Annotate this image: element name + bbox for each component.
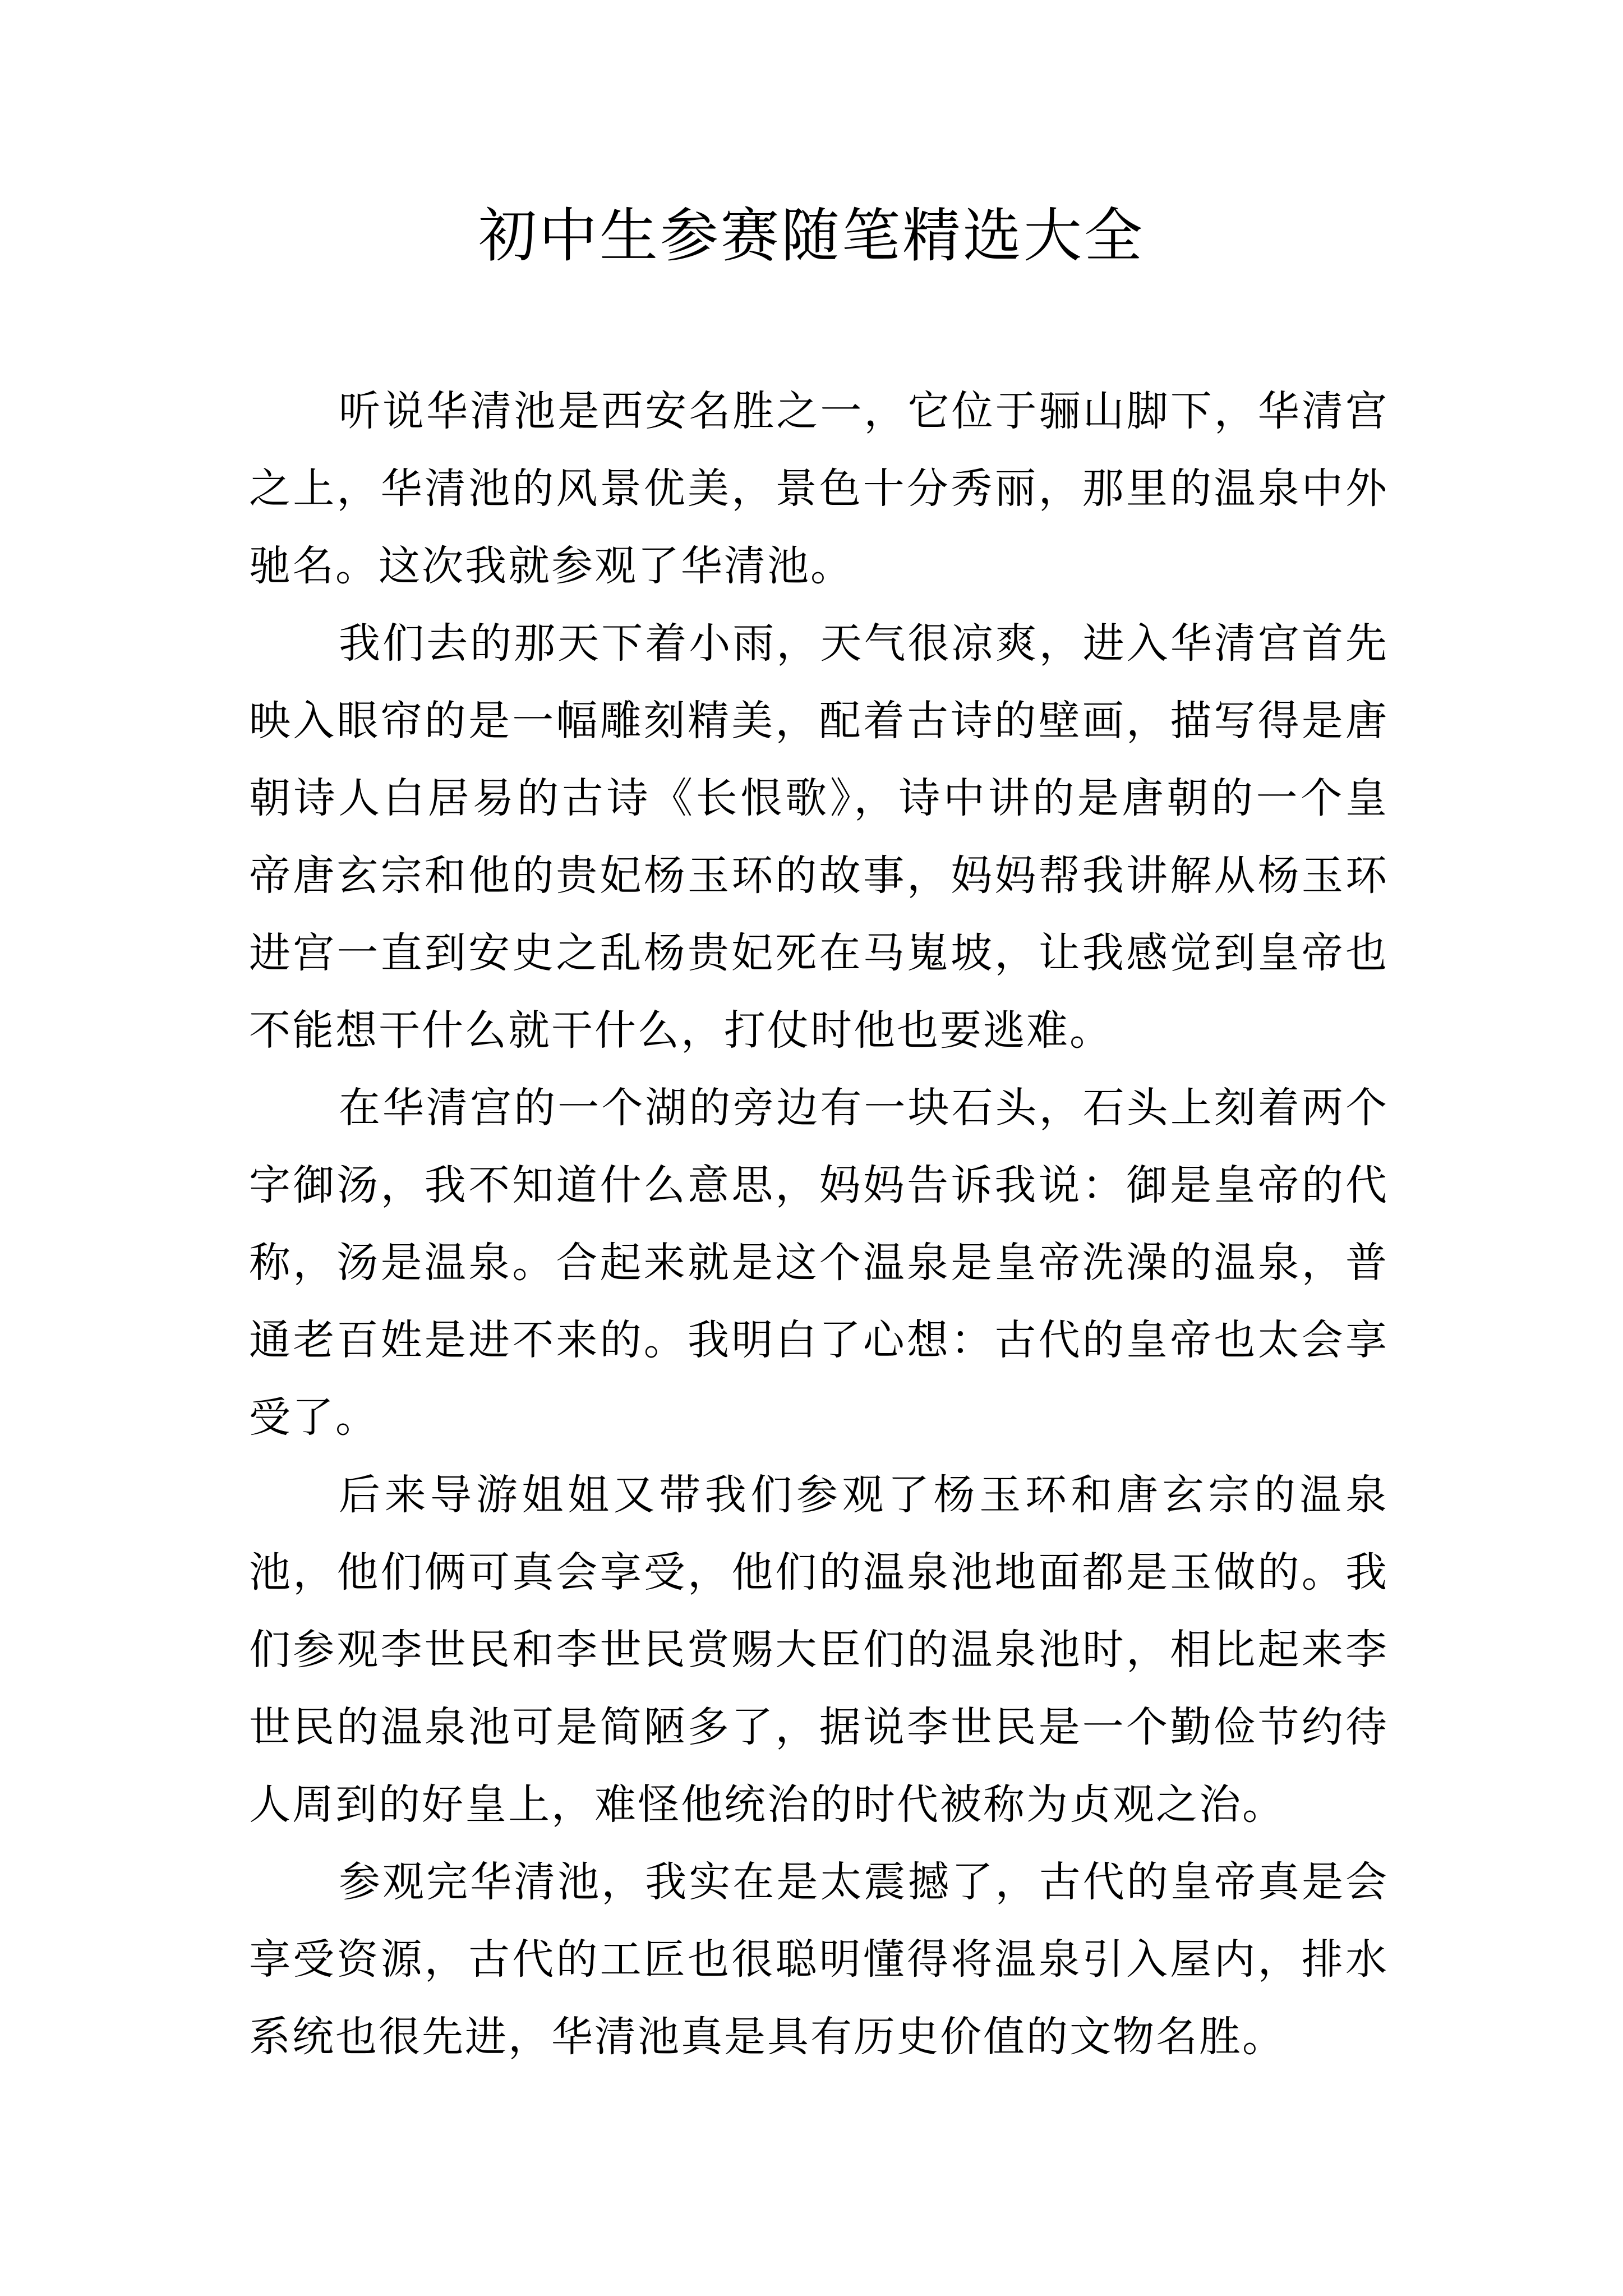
document-body (249, 372, 1389, 2076)
paragraph-2: 我们去的那天下着小雨，天气很凉爽，进入华清宫首先映入眼帘的是一幅雕刻精美，配着古诗的壁画，描写得是唐朝诗人白居易的古诗《长恨歌》，诗中讲的是唐朝的一个皇帝唐玄宗和他的贵妃杨玉环的故事，妈妈帮我讲解从杨玉环进宫一直到安史之乱杨贵妃死在马嵬坡，让我感觉到皇帝也不能想干什么就干什么，打仗时他也要逃难。 (249, 619, 1389, 1055)
paragraph-3: 在华清宫的一个湖的旁边有一块石头，石头上刻着两个字御汤，我不知道什么意思，妈妈告诉我说：御是皇帝的代称，汤是温泉。合起来就是这个温泉是皇帝洗澡的温泉，普通老百姓是进不来的。我明白了心想：古代的皇帝也太会享受了。 (249, 1084, 1389, 1442)
paragraph-5: 参观完华清池，我实在是太震撼了，古代的皇帝真是会享受资源，古代的工匠也很聪明懂得将温泉引入屋内，排水系统也很先进，华清池真是具有历史价值的文物名胜。 (249, 1858, 1389, 2061)
paragraph-4: 后来导游姐姐又带我们参观了杨玉环和唐玄宗的温泉池，他们俩可真会享受，他们的温泉池地面都是玉做的。我们参观李世民和李世民赏赐大臣们的温泉池时，相比起来李世民的温泉池可是简陋多了，据说李世民是一个勤俭节约待人周到的好皇上，难怪他统治的时代被称为贞观之治。 (249, 1471, 1389, 1829)
document-title: 初中生参赛随笔精选大全 (478, 201, 1145, 270)
paragraph-1: 听说华清池是西安名胜之一，它位于骊山脚下，华清宫之上，华清池的风景优美，景色十分秀丽，那里的温泉中外驰名。这次我就参观了华清池。 (249, 387, 1389, 590)
